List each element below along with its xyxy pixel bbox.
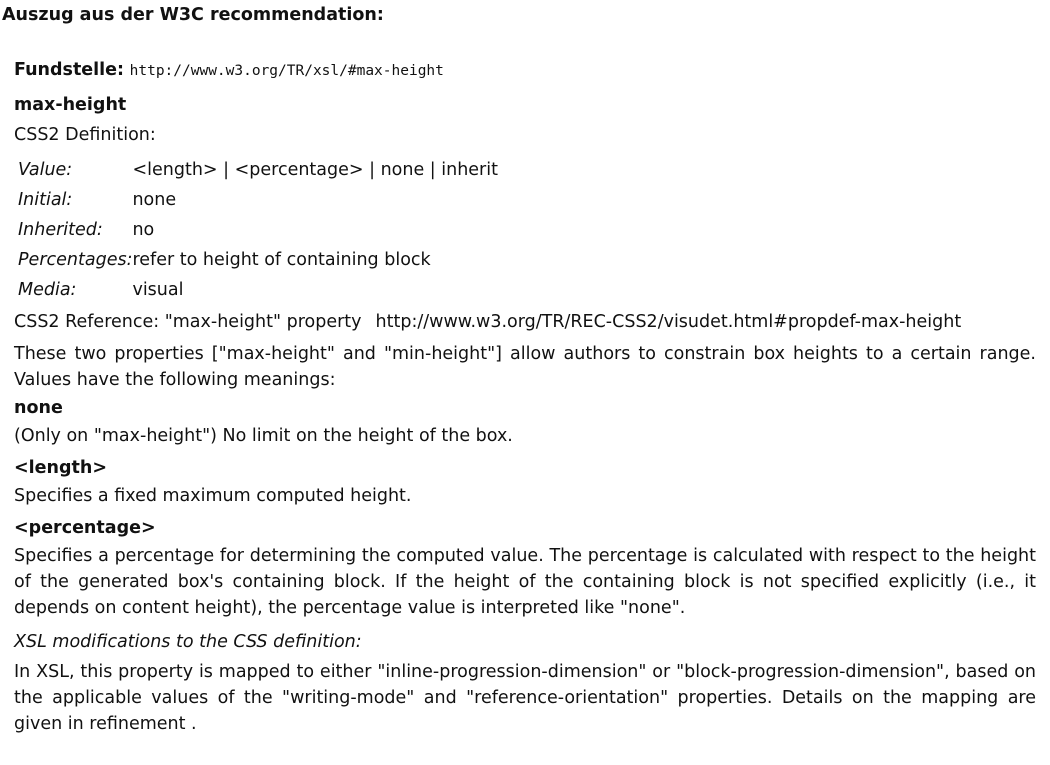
css2-reference (14, 309, 1036, 335)
css2-definition-label: CSS2 Definition: (14, 125, 156, 145)
css2-reference-url: http://www.w3.org/TR/REC-CSS2/visudet.html#propdef-max-height (375, 312, 962, 332)
source-label: Fundstelle: (14, 60, 125, 80)
definition-row (18, 245, 498, 275)
document-heading: Auszug aus der W3C recommendation: (2, 5, 384, 25)
recommendation-excerpt (14, 56, 1036, 737)
definition-table (18, 155, 498, 305)
definition-key: Media: (18, 280, 77, 300)
definition-value: <length> | <percentage> | none | inherit (132, 160, 498, 180)
value-term-length: <length> (14, 458, 108, 478)
css2-reference-label: CSS2 Reference: "max-height" property (14, 312, 362, 332)
definition-value: visual (132, 280, 184, 300)
xsl-paragraph: In XSL, this property is mapped to either "inline-progression-dimension" or "block-progression-dimension", based on the applicable values of the "writing-mode" and "reference-orientation" properties. Details on the mapping are given in refinement . (14, 662, 1036, 734)
property-name: max-height (14, 95, 127, 115)
source-reference (14, 56, 1036, 84)
definition-key: Percentages: (18, 250, 133, 270)
intro-paragraph: These two properties ["max-height" and "min-height"] allow authors to constrain box heights to a certain range. Values have the following meanings: (14, 344, 1036, 390)
definition-value: no (132, 220, 155, 240)
definition-value: none (132, 190, 177, 210)
definition-row (18, 155, 498, 185)
definition-key: Initial: (18, 190, 73, 210)
value-description-none: (Only on "max-height") No limit on the height of the box. (14, 426, 513, 446)
value-term-none: none (14, 398, 63, 418)
value-description-length: Specifies a fixed maximum computed height. (14, 486, 412, 506)
xsl-modifications-label: XSL modifications to the CSS definition: (14, 632, 362, 652)
definition-row (18, 185, 498, 215)
value-term-percentage: <percentage> (14, 518, 156, 538)
value-description-percentage: Specifies a percentage for determining the computed value. The percentage is calculated with respect to the height of the generated box's containing block. If the height of the containing block is not specified explicitly (i.e., it depends on content height), the percentage value is interpreted like "none". (14, 546, 1036, 618)
source-url: http://www.w3.org/TR/xsl/#max-height (129, 63, 444, 79)
definition-row (18, 275, 498, 305)
definition-value: refer to height of containing block (132, 250, 431, 270)
definition-key: Inherited: (18, 220, 103, 240)
definition-row (18, 215, 498, 245)
definition-key: Value: (18, 160, 73, 180)
